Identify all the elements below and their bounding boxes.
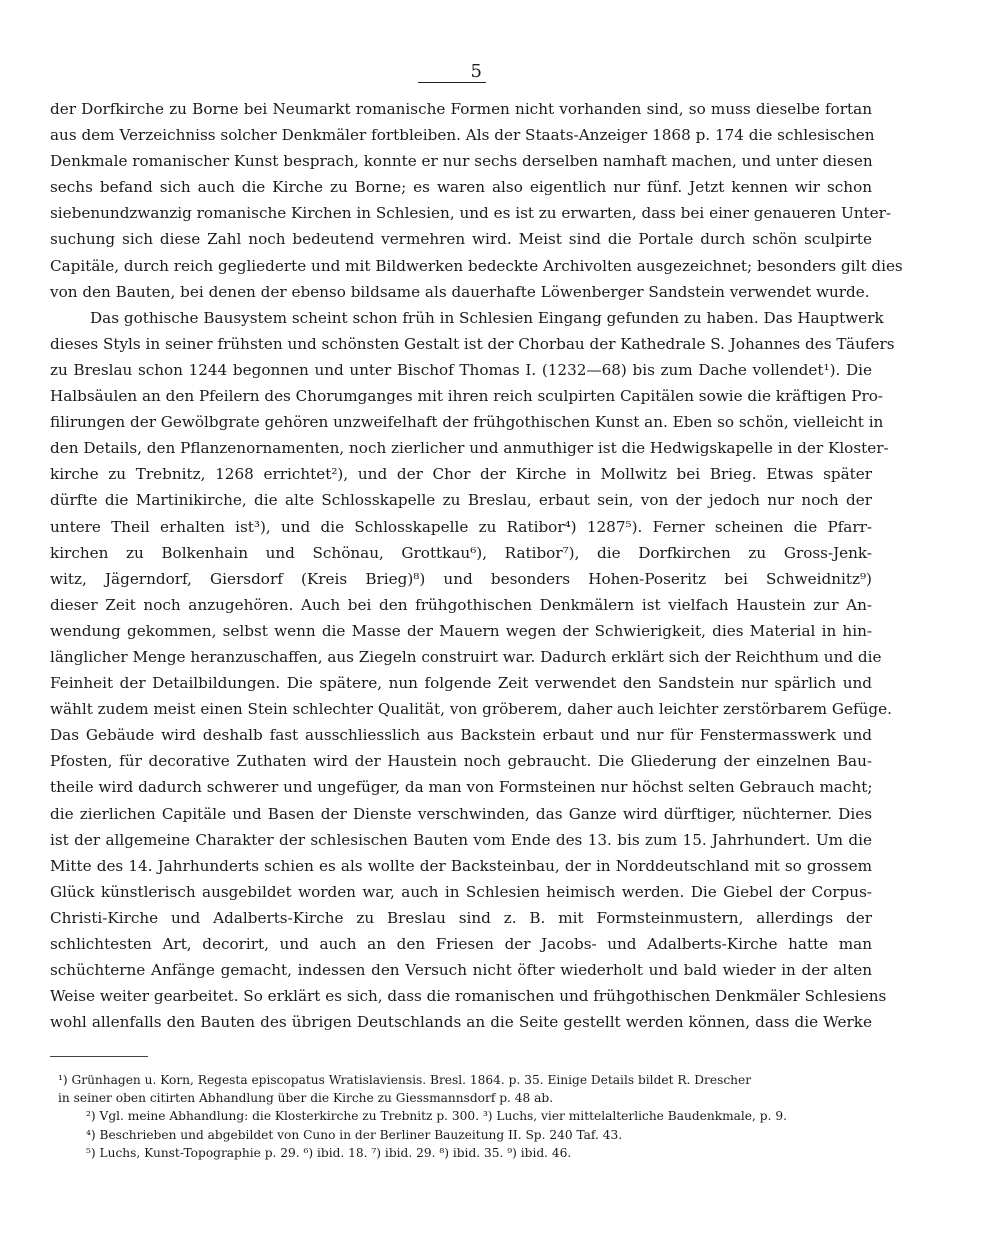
page-number: 5 bbox=[418, 62, 486, 83]
footnote-line: ⁴) Beschrieben und abgebildet von Cuno in der Berliner Bauzeitung II. Sp. 240 Taf. 43. bbox=[86, 1127, 623, 1142]
footnote-line: ²) Vgl. meine Abhandlung: die Klosterkirche zu Trebnitz p. 300. ³) Luchs, vier mittelalterliche Baudenkmale, p. 9. bbox=[86, 1109, 787, 1124]
body-line: zu Breslau schon 1244 begonnen und unter Bischof Thomas I. (1232—68) bis zum Dache vollendet¹). Die bbox=[50, 360, 872, 379]
body-line: Capitäle, durch reich gegliederte und mit Bildwerken bedeckte Archivolten ausgezeichnet; besonders gilt dies bbox=[50, 256, 903, 275]
body-line: aus dem Verzeichniss solcher Denkmäler fortbleiben. Als der Staats-Anzeiger 1868 p. 174 die schlesischen bbox=[50, 126, 875, 145]
body-line: wählt zudem meist einen Stein schlechter Qualität, von gröberem, daher auch leichter zerstörbarem Gefüge. bbox=[50, 700, 892, 719]
body-line: untere Theil erhalten ist³), und die Schlosskapelle zu Ratibor⁴) 1287⁵). Ferner scheinen die Pfarr- bbox=[50, 517, 872, 536]
body-line: Pfosten, für decorative Zuthaten wird der Haustein noch gebraucht. Die Gliederung der einzelnen Bau- bbox=[50, 752, 872, 771]
body-line: theile wird dadurch schwerer und ungefüger, da man von Formsteinen nur höchst selten Gebrauch macht; bbox=[50, 778, 873, 797]
body-line: dürfte die Martinikirche, die alte Schlosskapelle zu Breslau, erbaut sein, von der jedoch nur noch der bbox=[50, 491, 872, 510]
body-line: Christi-Kirche und Adalberts-Kirche zu Breslau sind z. B. mit Formsteinmustern, allerdings der bbox=[50, 908, 872, 927]
body-line: die zierlichen Capitäle und Basen der Dienste verschwinden, das Ganze wird dürftiger, nüchterner. Dies bbox=[50, 804, 872, 823]
body-line: länglicher Menge heranzuschaffen, aus Ziegeln construirt war. Dadurch erklärt sich der Reichthum und die bbox=[50, 647, 882, 666]
body-line: der Dorfkirche zu Borne bei Neumarkt romanische Formen nicht vorhanden sind, so muss dieselbe fortan bbox=[50, 100, 872, 118]
body-line: den Details, den Pflanzenornamenten, noch zierlicher und anmuthiger ist die Hedwigskapelle in der Kloster- bbox=[50, 439, 889, 458]
body-line: wendung gekommen, selbst wenn die Masse der Mauern wegen der Schwierigkeit, dies Material in hin- bbox=[50, 621, 872, 640]
body-line: Das gothische Bausystem scheint schon früh in Schlesien Eingang gefunden zu haben. Das Hauptwerk bbox=[90, 308, 884, 327]
body-line: dieses Styls in seiner frühsten und schönsten Gestalt ist der Chorbau der Kathedrale S. Johannes des Täufers bbox=[50, 334, 895, 353]
body-line: Halbsäulen an den Pfeilern des Chorumganges mit ihren reich sculpirten Capitälen sowie die kräftigen Pro- bbox=[50, 387, 883, 406]
body-line: sechs befand sich auch die Kirche zu Borne; es waren also eigentlich nur fünf. Jetzt kennen wir schon bbox=[50, 178, 872, 197]
body-line: kirchen zu Bolkenhain und Schönau, Grottkau⁶), Ratibor⁷), die Dorfkirchen zu Gross-Jenk- bbox=[50, 543, 872, 562]
body-line: schüchterne Anfänge gemacht, indessen den Versuch nicht öfter wiederholt und bald wieder in der alten bbox=[50, 961, 872, 980]
body-line: Glück künstlerisch ausgebildet worden war, auch in Schlesien heimisch werden. Die Giebel der Corpus- bbox=[50, 882, 872, 901]
footnote-line: in seiner oben citirten Abhandlung über die Kirche zu Giessmannsdorf p. 48 ab. bbox=[58, 1091, 554, 1106]
body-line: wohl allenfalls den Bauten des übrigen Deutschlands an die Seite gestellt werden können, dass die Werke bbox=[50, 1013, 872, 1032]
footnotes bbox=[58, 1071, 878, 1162]
body-line: Feinheit der Detailbildungen. Die spätere, nun folgende Zeit verwendet den Sandstein nur spärlich und bbox=[50, 674, 872, 693]
body-line: ist der allgemeine Charakter der schlesischen Bauten vom Ende des 13. bis zum 15. Jahrhundert. Um die bbox=[50, 830, 872, 849]
body-line: Weise weiter gearbeitet. So erklärt es sich, dass die romanischen und frühgothischen Denkmäler Schlesiens bbox=[50, 987, 887, 1006]
body-line: suchung sich diese Zahl noch bedeutend vermehren wird. Meist sind die Portale durch schön sculpirte bbox=[50, 230, 872, 249]
body-line: filirungen der Gewölbgrate gehören unzweifelhaft der frühgothischen Kunst an. Eben so schön, vielleicht in bbox=[50, 413, 884, 432]
footnote-divider bbox=[50, 1056, 148, 1057]
body-line: siebenundzwanzig romanische Kirchen in Schlesien, und es ist zu erwarten, dass bei einer genaueren Unter- bbox=[50, 204, 892, 223]
body-line: Mitte des 14. Jahrhunderts schien es als wollte der Backsteinbau, der in Norddeutschland mit so grossem bbox=[50, 856, 872, 875]
footnote-line: ⁵) Luchs, Kunst-Topographie p. 29. ⁶) ibid. 18. ⁷) ibid. 29. ⁸) ibid. 35. ⁹) ibid. 46. bbox=[86, 1145, 572, 1160]
body-line: von den Bauten, bei denen der ebenso bildsame als dauerhafte Löwenberger Sandstein verwendet wurde. bbox=[50, 282, 870, 301]
body-line: Denkmale romanischer Kunst besprach, konnte er nur sechs derselben namhaft machen, und unter diesen bbox=[50, 152, 873, 171]
body-line: dieser Zeit noch anzugehören. Auch bei den frühgothischen Denkmälern ist vielfach Haustein zur An- bbox=[50, 595, 872, 614]
body-line: kirche zu Trebnitz, 1268 errichtet²), und der Chor der Kirche in Mollwitz bei Brieg. Etwas später bbox=[50, 465, 872, 484]
footnote-line: ¹) Grünhagen u. Korn, Regesta episcopatus Wratislaviensis. Bresl. 1864. p. 35. Einige Details bildet R. Drescher bbox=[58, 1073, 752, 1087]
body-text bbox=[50, 96, 903, 1035]
body-line: Das Gebäude wird deshalb fast ausschliesslich aus Backstein erbaut und nur für Fenstermasswerk und bbox=[50, 726, 872, 745]
body-line: witz, Jägerndorf, Giersdorf (Kreis Brieg)⁸) und besonders Hohen-Poseritz bei Schweidnitz⁹) bbox=[50, 569, 872, 588]
body-line: schlichtesten Art, decorirt, und auch an den Friesen der Jacobs- und Adalberts-Kirche hatte man bbox=[50, 935, 872, 953]
